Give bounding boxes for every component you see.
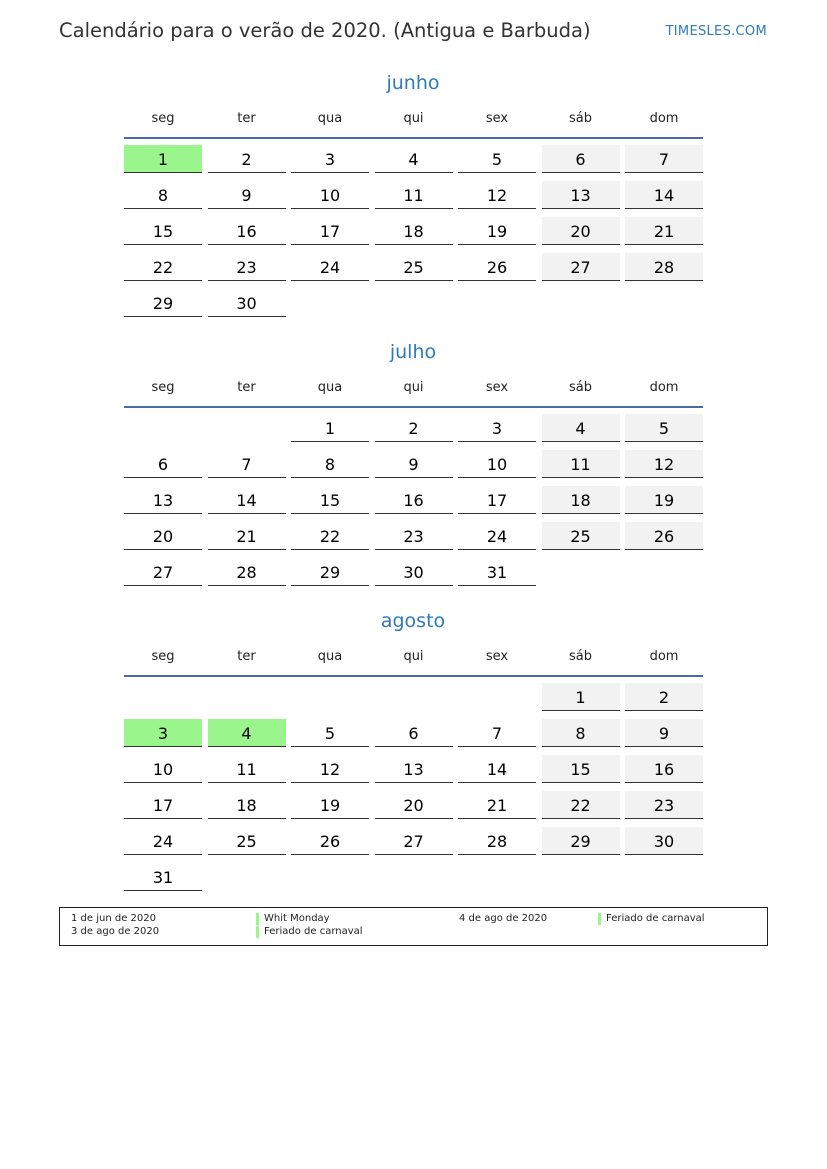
day-cell: 16 bbox=[625, 755, 703, 783]
legend-date: 3 de ago de 2020 bbox=[71, 926, 160, 937]
day-cell: 27 bbox=[375, 827, 453, 855]
day-cell: 15 bbox=[542, 755, 620, 783]
day-cell: 22 bbox=[124, 253, 202, 281]
day-cell: 24 bbox=[124, 827, 202, 855]
header-divider bbox=[124, 137, 703, 139]
day-cell: 8 bbox=[124, 181, 202, 209]
holiday-legend bbox=[59, 907, 768, 946]
day-cell: 9 bbox=[208, 181, 286, 209]
day-cell: 6 bbox=[375, 719, 453, 747]
day-cell: 16 bbox=[375, 486, 453, 514]
header-divider bbox=[124, 406, 703, 408]
day-cell: 28 bbox=[625, 253, 703, 281]
day-cell: 28 bbox=[458, 827, 536, 855]
legend-holiday-name: Feriado de carnaval bbox=[598, 913, 705, 925]
day-cell: 20 bbox=[124, 522, 202, 550]
weekday-header: sex bbox=[485, 380, 509, 395]
day-cell: 31 bbox=[458, 558, 536, 586]
day-cell: 3 bbox=[291, 145, 369, 173]
weekday-header: ter bbox=[237, 380, 256, 395]
weekday-header: sáb bbox=[569, 111, 592, 126]
day-cell: 13 bbox=[124, 486, 202, 514]
day-cell: 3 bbox=[458, 414, 536, 442]
day-cell: 5 bbox=[625, 414, 703, 442]
day-cell: 2 bbox=[208, 145, 286, 173]
weekday-header: seg bbox=[151, 111, 175, 126]
day-cell: 29 bbox=[291, 558, 369, 586]
day-cell: 21 bbox=[208, 522, 286, 550]
day-cell: 17 bbox=[291, 217, 369, 245]
day-cell: 6 bbox=[124, 450, 202, 478]
day-cell: 8 bbox=[291, 450, 369, 478]
weekday-header: sáb bbox=[569, 649, 592, 664]
day-cell: 26 bbox=[458, 253, 536, 281]
day-cell: 19 bbox=[291, 791, 369, 819]
day-cell: 25 bbox=[208, 827, 286, 855]
day-cell: 23 bbox=[208, 253, 286, 281]
day-cell: 4 bbox=[208, 719, 286, 747]
day-cell: 30 bbox=[375, 558, 453, 586]
weekday-header: qua bbox=[317, 649, 343, 664]
day-cell: 1 bbox=[291, 414, 369, 442]
day-cell: 30 bbox=[208, 289, 286, 317]
day-cell: 12 bbox=[458, 181, 536, 209]
day-cell: 5 bbox=[291, 719, 369, 747]
day-cell: 31 bbox=[124, 863, 202, 891]
day-cell: 19 bbox=[625, 486, 703, 514]
day-cell: 14 bbox=[625, 181, 703, 209]
month-title: julho bbox=[389, 341, 437, 363]
legend-date: 4 de ago de 2020 bbox=[459, 913, 548, 924]
day-cell: 2 bbox=[375, 414, 453, 442]
day-cell: 24 bbox=[291, 253, 369, 281]
day-cell: 20 bbox=[542, 217, 620, 245]
weekday-header: dom bbox=[649, 111, 679, 126]
day-cell: 8 bbox=[542, 719, 620, 747]
day-cell: 28 bbox=[208, 558, 286, 586]
weekday-header: ter bbox=[237, 649, 256, 664]
weekday-header: dom bbox=[649, 649, 679, 664]
day-cell: 11 bbox=[208, 755, 286, 783]
day-cell: 26 bbox=[291, 827, 369, 855]
day-cell: 11 bbox=[375, 181, 453, 209]
day-cell: 4 bbox=[542, 414, 620, 442]
day-cell: 13 bbox=[542, 181, 620, 209]
day-cell: 21 bbox=[625, 217, 703, 245]
day-cell: 1 bbox=[542, 683, 620, 711]
day-cell: 16 bbox=[208, 217, 286, 245]
weekday-header: qui bbox=[403, 649, 424, 664]
header-divider bbox=[124, 675, 703, 677]
day-cell: 30 bbox=[625, 827, 703, 855]
day-cell: 10 bbox=[458, 450, 536, 478]
weekday-header: qui bbox=[403, 380, 424, 395]
day-cell: 1 bbox=[124, 145, 202, 173]
day-cell: 10 bbox=[291, 181, 369, 209]
month-title: junho bbox=[386, 72, 440, 94]
brand-logo[interactable]: TIMESLES.COM bbox=[665, 24, 767, 39]
day-cell: 29 bbox=[542, 827, 620, 855]
day-cell: 22 bbox=[291, 522, 369, 550]
day-cell: 2 bbox=[625, 683, 703, 711]
page-title: Calendário para o verão de 2020. (Antigua e Barbuda) bbox=[59, 19, 591, 42]
weekday-header: sex bbox=[485, 111, 509, 126]
day-cell: 27 bbox=[542, 253, 620, 281]
day-cell: 18 bbox=[208, 791, 286, 819]
day-cell: 10 bbox=[124, 755, 202, 783]
day-cell: 7 bbox=[208, 450, 286, 478]
day-cell: 25 bbox=[375, 253, 453, 281]
day-cell: 22 bbox=[542, 791, 620, 819]
day-cell: 24 bbox=[458, 522, 536, 550]
day-cell: 7 bbox=[625, 145, 703, 173]
day-cell: 19 bbox=[458, 217, 536, 245]
day-cell: 12 bbox=[291, 755, 369, 783]
day-cell: 25 bbox=[542, 522, 620, 550]
day-cell: 5 bbox=[458, 145, 536, 173]
day-cell: 9 bbox=[375, 450, 453, 478]
day-cell: 29 bbox=[124, 289, 202, 317]
day-cell: 27 bbox=[124, 558, 202, 586]
month-title: agosto bbox=[380, 610, 446, 632]
day-cell: 23 bbox=[375, 522, 453, 550]
day-cell: 12 bbox=[625, 450, 703, 478]
day-cell: 18 bbox=[375, 217, 453, 245]
weekday-header: dom bbox=[649, 380, 679, 395]
day-cell: 26 bbox=[625, 522, 703, 550]
day-cell: 7 bbox=[458, 719, 536, 747]
day-cell: 3 bbox=[124, 719, 202, 747]
weekday-header: sex bbox=[485, 649, 509, 664]
day-cell: 20 bbox=[375, 791, 453, 819]
day-cell: 18 bbox=[542, 486, 620, 514]
legend-holiday-name: Whit Monday bbox=[256, 913, 330, 925]
weekday-header: qui bbox=[403, 111, 424, 126]
day-cell: 15 bbox=[124, 217, 202, 245]
day-cell: 17 bbox=[124, 791, 202, 819]
day-cell: 14 bbox=[458, 755, 536, 783]
weekday-header: qua bbox=[317, 380, 343, 395]
weekday-header: seg bbox=[151, 649, 175, 664]
legend-date: 1 de jun de 2020 bbox=[71, 913, 156, 924]
day-cell: 23 bbox=[625, 791, 703, 819]
day-cell: 11 bbox=[542, 450, 620, 478]
weekday-header: ter bbox=[237, 111, 256, 126]
day-cell: 9 bbox=[625, 719, 703, 747]
day-cell: 4 bbox=[375, 145, 453, 173]
day-cell: 14 bbox=[208, 486, 286, 514]
day-cell: 21 bbox=[458, 791, 536, 819]
weekday-header: seg bbox=[151, 380, 175, 395]
weekday-header: qua bbox=[317, 111, 343, 126]
day-cell: 15 bbox=[291, 486, 369, 514]
legend-holiday-name: Feriado de carnaval bbox=[256, 926, 363, 938]
day-cell: 17 bbox=[458, 486, 536, 514]
weekday-header: sáb bbox=[569, 380, 592, 395]
day-cell: 13 bbox=[375, 755, 453, 783]
day-cell: 6 bbox=[542, 145, 620, 173]
